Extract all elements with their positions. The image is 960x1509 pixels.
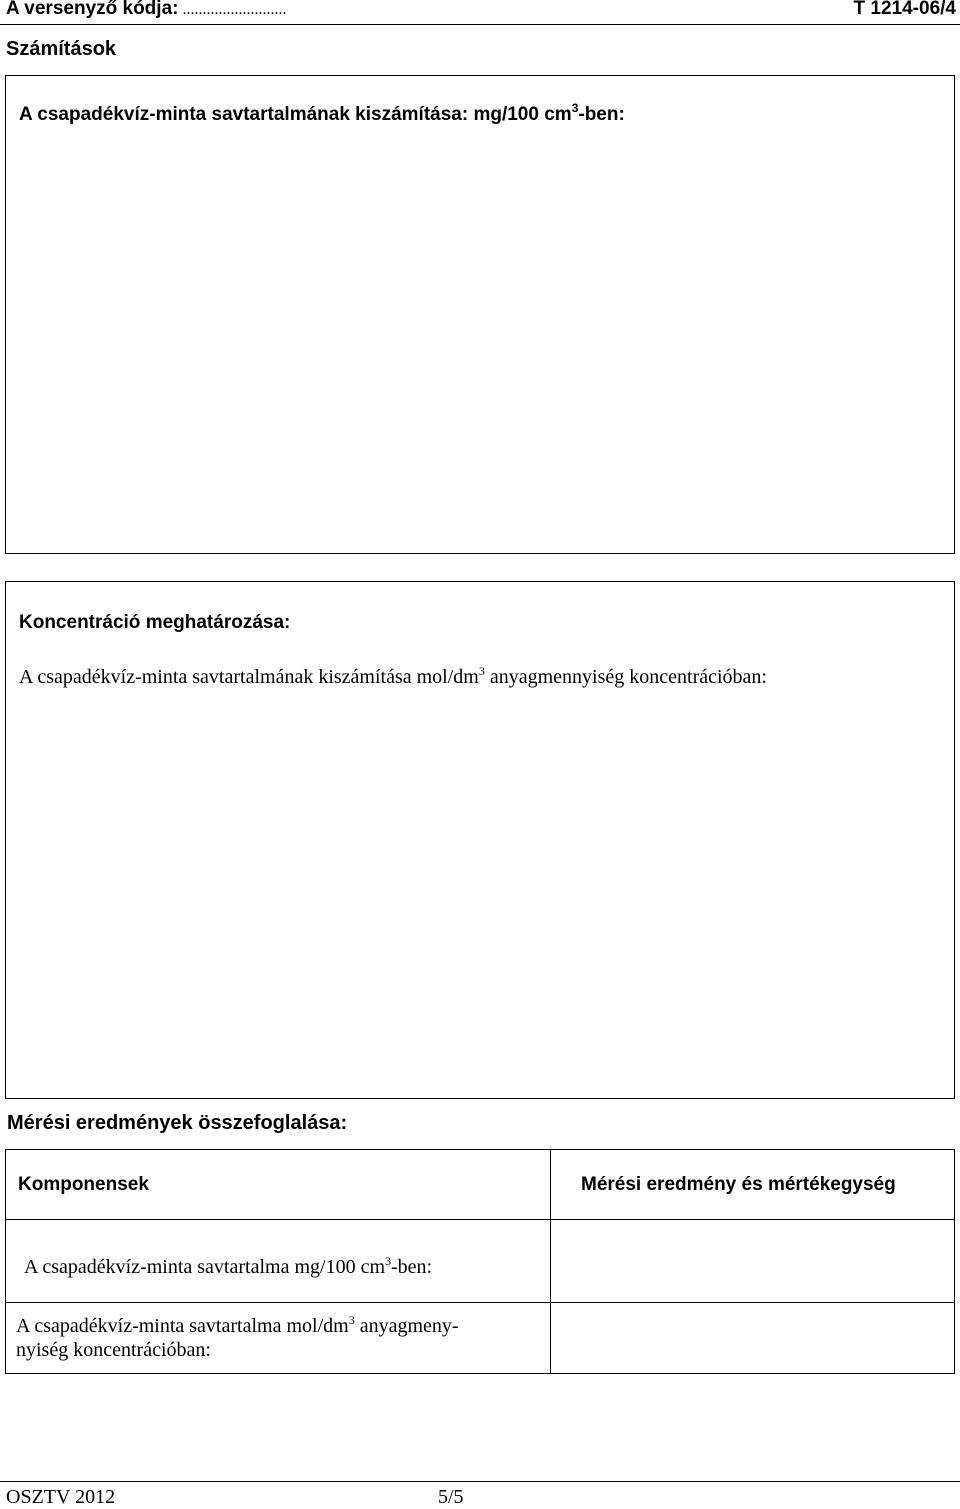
calculation-label-mg: A csapadékvíz-minta savtartalmának kiszámítása: mg/100 $cm^3$-ben: — [19, 101, 625, 125]
results-table — [5, 1149, 955, 1374]
section-title: Számítások — [6, 38, 117, 60]
page-number: 5/5 — [438, 1486, 464, 1508]
page-footer — [0, 1481, 960, 1509]
contestant-code-label: A versenyző kódja: .......................... — [6, 0, 287, 19]
calculation-box-concentration[interactable] — [5, 581, 955, 1099]
footer-exam-name: OSZTV 2012 — [6, 1486, 116, 1508]
row-label: A csapadékvíz-minta savtartalma mg/100 $cm^3$-ben: — [6, 1220, 551, 1303]
column-header-result: Mérési eredmény és mértékegység — [551, 1150, 955, 1220]
table-row — [6, 1220, 955, 1303]
calculation-label-mol: A csapadékvíz-minta savtartalmának kiszámítása mol/$dm^3$ anyagmennyiség koncentrációban: — [19, 664, 767, 688]
calculation-box-mg[interactable] — [5, 75, 955, 554]
document-code: T 1214-06/4 — [853, 0, 956, 19]
result-input-cell[interactable] — [551, 1220, 955, 1303]
result-input-cell[interactable] — [551, 1303, 955, 1374]
table-row — [6, 1303, 955, 1374]
summary-title: Mérési eredmények összefoglalása: — [7, 1112, 348, 1134]
row-label: A csapadékvíz-minta savtartalma mol/$dm^3$ anyagmeny- nyiség koncentrációban: — [6, 1303, 551, 1374]
table-header-row — [6, 1150, 955, 1220]
concentration-heading: Koncentráció meghatározása: — [19, 612, 291, 633]
column-header-components: Komponensek — [6, 1150, 551, 1220]
page-header — [0, 0, 960, 25]
